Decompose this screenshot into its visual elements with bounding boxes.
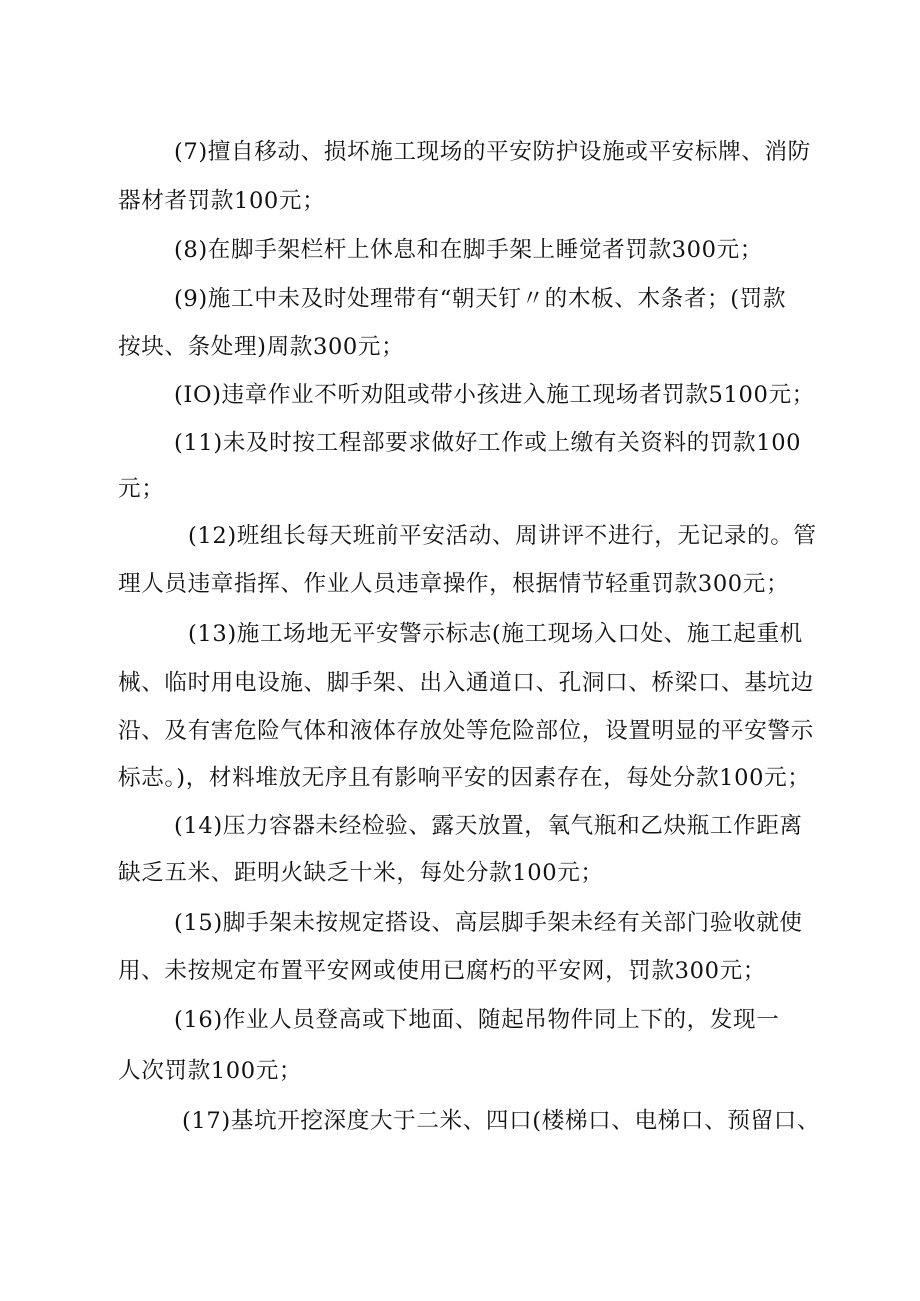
text-line: (11)未及时按工程部要求做好工作或上缴有关资料的罚款100 xyxy=(174,430,802,456)
text-line: 缺乏五米、距明火缺乏十米，每处分款100元； xyxy=(118,860,604,886)
text-line: 械、临时用电设施、脚手架、出入通道口、孔洞口、桥梁口、基坑边 xyxy=(118,670,814,696)
text-line: 沿、及有害危险气体和液体存放处等危险部位，设置明显的平安警示 xyxy=(118,718,814,744)
text-line: (IO)违章作业不听劝阻或带小孩进入施工现场者罚款5100元； xyxy=(174,382,815,408)
text-line: 用、未按规定布置平安网或使用已腐朽的平安网，罚款300元； xyxy=(118,958,766,984)
text-line: 器材者罚款100元； xyxy=(118,188,326,214)
text-line: 按块、条处理)周款300元； xyxy=(118,334,405,360)
text-line: (14)压力容器未经检验、露天放置，氧气瓶和乙炔瓶工作距离 xyxy=(174,813,803,839)
text-line: (16)作业人员登高或下地面、随起吊物件同上下的，发现一 xyxy=(174,1007,780,1033)
text-line: (13)施工场地无平安警示标志(施工现场入口处、施工起重机 xyxy=(188,621,803,647)
text-line: 元； xyxy=(118,476,165,502)
text-line: (17)基坑开挖深度大于二米、四口(楼梯口、电梯口、预留口、 xyxy=(182,1108,821,1134)
text-line: (7)擅自移动、损坏施工现场的平安防护设施或平安标牌、消防 xyxy=(174,139,811,165)
text-line: (9)施工中未及时处理带有“朝天钉〃的木板、木条者；(罚款 xyxy=(174,286,787,312)
text-line: 理人员违章指挥、作业人员违章操作，根据情节轻重罚款300元； xyxy=(118,571,790,597)
text-line: 人次罚款100元； xyxy=(118,1058,303,1084)
text-line: 标志。)，材料堆放无序且有影响平安的因素存在，每处分款100元； xyxy=(118,765,811,791)
text-line: (8)在脚手架栏杆上休息和在脚手架上睡觉者罚款300元； xyxy=(174,237,763,263)
text-line: (12)班组长每天班前平安活动、周讲评不进行，无记录的。管 xyxy=(188,523,817,549)
text-line: (15)脚手架未按规定搭设、高层脚手架未经有关部门验收就使 xyxy=(174,910,803,936)
